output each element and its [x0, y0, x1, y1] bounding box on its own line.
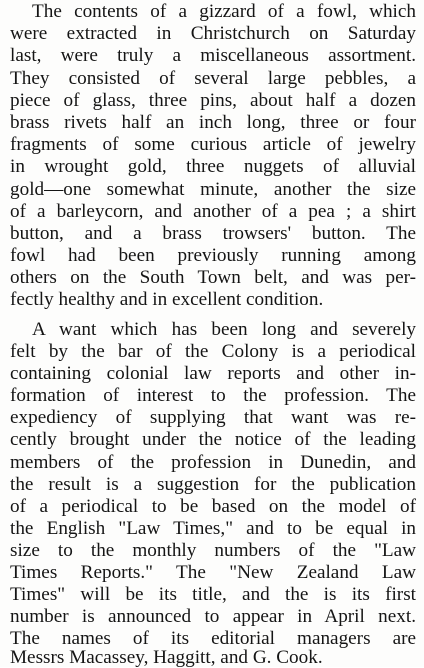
article-line: of a barleycorn, and another of a pea ; a shirt	[10, 201, 416, 222]
article-line: members of the profession in Dunedin, and	[10, 452, 416, 473]
article-line: gold—one somewhat minute, another the size	[10, 179, 416, 200]
article-line: The contents of a gizzard of a fowl, which	[32, 1, 416, 22]
article-line: of a periodical to be based on the model of	[10, 496, 416, 517]
article-line: expediency of supplying that want was re-	[10, 407, 416, 428]
article-line: The names of its editorial managers are	[10, 628, 416, 649]
article-line: fragments of some curious article of jewelry	[10, 134, 416, 155]
article-line: fectly healthy and in excellent condition.	[10, 289, 324, 310]
article-line: They consisted of several large pebbles, a	[10, 68, 416, 89]
article-line: number is announced to appear in April next.	[10, 606, 416, 627]
article-line: containing colonial law reports and other in-	[10, 363, 416, 384]
article-line: Times" will be its title, and the is its first	[10, 584, 416, 605]
article-line: in wrought gold, three nuggets of alluvial	[10, 156, 416, 177]
article-line: brass rivets half an inch long, three or four	[10, 112, 416, 133]
article-line: piece of glass, three pins, about half a dozen	[10, 90, 416, 111]
article-line: others on the South Town belt, and was per-	[10, 267, 416, 288]
article-line: Messrs Macassey, Haggitt, and G. Cook.	[10, 647, 323, 668]
article-line: the English "Law Times," and to be equal in	[10, 518, 416, 539]
article-line: fowl had been previously running among	[10, 245, 416, 266]
article-line: A want which has been long and severely	[32, 319, 416, 340]
article-line: formation of interest to the profession. The	[10, 385, 416, 406]
article-line: felt by the bar of the Colony is a periodical	[10, 341, 416, 362]
article-line: button, and a brass trowsers' button. The	[10, 223, 416, 244]
article-line: were extracted in Christchurch on Saturday	[10, 23, 416, 44]
article-line: size to the monthly numbers of the "Law	[10, 540, 416, 561]
article-line: the result is a suggestion for the publication	[10, 474, 416, 495]
article-line: last, were truly a miscellaneous assortment.	[10, 45, 416, 66]
article-line: cently brought under the notice of the leading	[10, 429, 416, 450]
article-line: Times Reports." The "New Zealand Law	[10, 562, 416, 583]
